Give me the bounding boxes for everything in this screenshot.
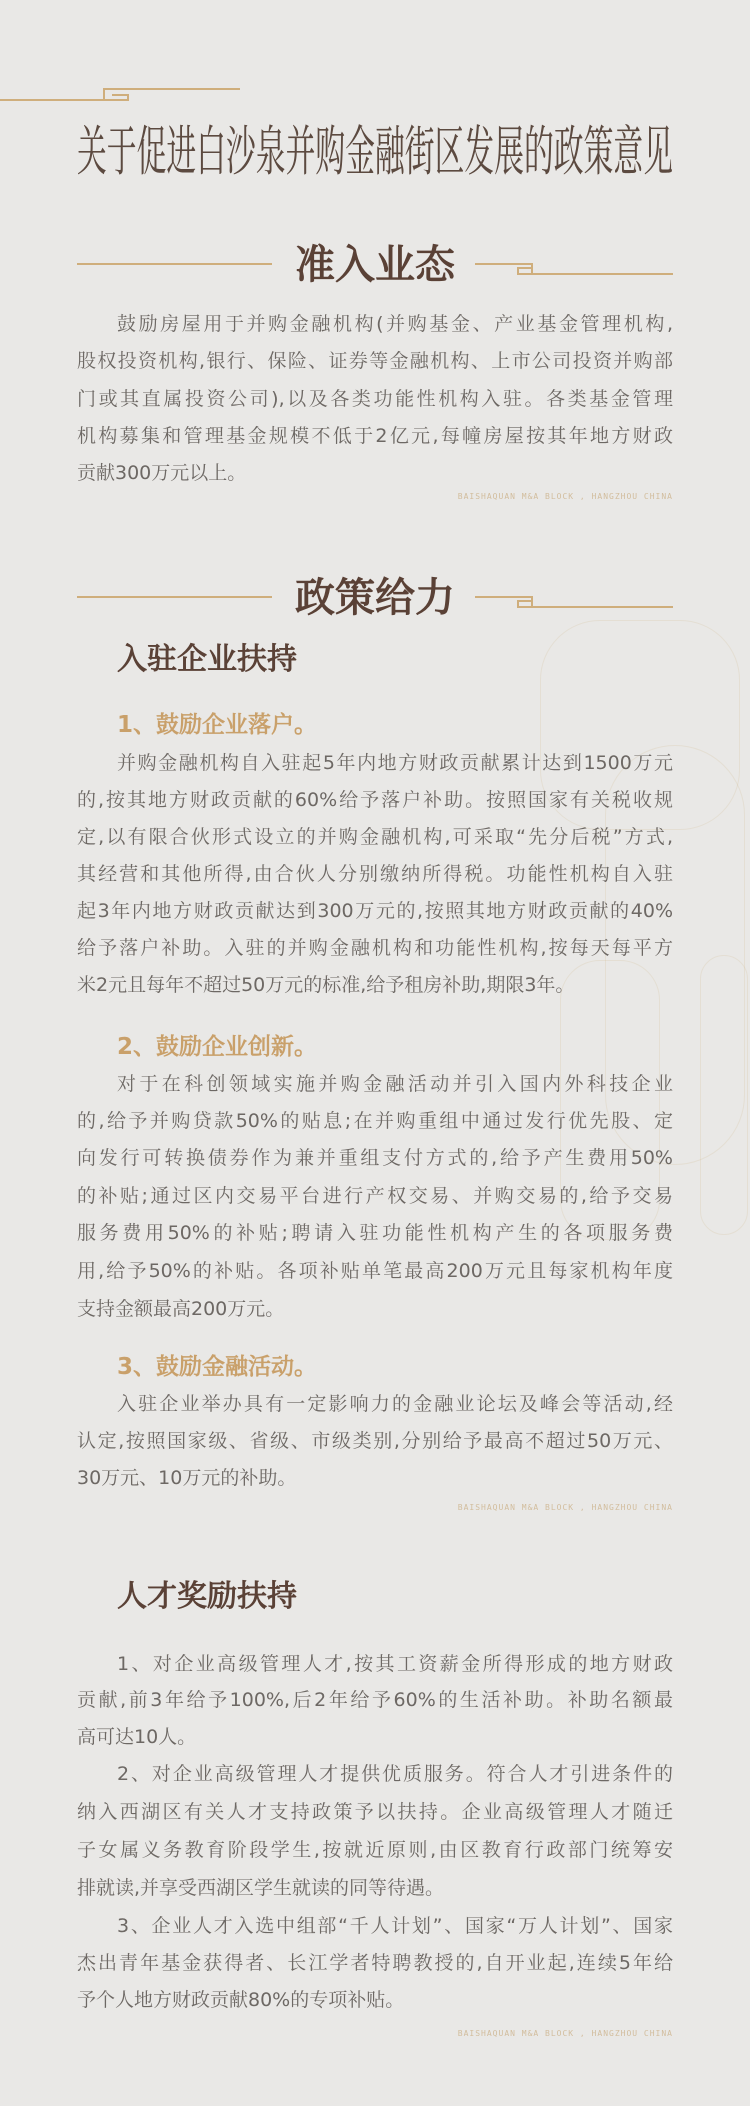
item-title: 2、鼓励企业创新。 (117, 1034, 318, 1060)
body-line: 杰出青年基金获得者、长江学者特聘教授的,自开业起,连续5年给 (77, 1952, 673, 1974)
body-line: 其经营和其他所得,由合伙人分别缴纳所得税。功能性机构自入驻 (77, 863, 673, 885)
body-line: 向发行可转换债券作为兼并重组支付方式的,给予产生费用50% (77, 1147, 673, 1169)
body-line: 纳入西湖区有关人才支持政策予以扶持。企业高级管理人才随迁 (77, 1801, 673, 1823)
divider-right-lower (517, 606, 673, 608)
divider-left (77, 263, 272, 265)
body-line: 入驻企业举办具有一定影响力的金融业论坛及峰会等活动,经 (117, 1393, 673, 1415)
body-line: 并购金融机构自入驻起5年内地方财政贡献累计达到1500万元 (117, 752, 673, 774)
divider-step (517, 600, 533, 602)
divider-right (475, 596, 533, 598)
page-title (77, 118, 673, 182)
section-heading: 准入业态 (295, 242, 455, 288)
watermark: BAISHAQUAN M&A BLOCK , HANGZHOU CHINA (457, 2029, 673, 2038)
body-line: 用,给予50%的补贴。各项补贴单笔最高200万元且每家机构年度 (77, 1260, 673, 1282)
watermark: BAISHAQUAN M&A BLOCK , HANGZHOU CHINA (457, 492, 673, 501)
body-line: 的,给予并购贷款50%的贴息;在并购重组中通过发行优先股、定 (77, 1110, 673, 1132)
body-line: 予个人地方财政贡献80%的专项补贴。 (77, 1989, 405, 2011)
body-line: 对于在科创领域实施并购金融活动并引入国内外科技企业 (117, 1073, 673, 1095)
body-line: 高可达10人。 (77, 1726, 197, 1748)
body-line: 2、对企业高级管理人才提供优质服务。符合人才引进条件的 (117, 1763, 673, 1785)
divider-step (517, 267, 533, 269)
body-line: 米2元且每年不超过50万元的标准,给予租房补助,期限3年。 (77, 974, 575, 996)
body-line: 起3年内地方财政贡献达到300万元的,按照其地方财政贡献的40% (77, 900, 673, 922)
body-line: 服务费用50%的补贴;聘请入驻功能性机构产生的各项服务费 (77, 1222, 673, 1244)
body-line: 的,按其地方财政贡献的60%给予落户补助。按照国家有关税收规 (77, 789, 673, 811)
body-line: 支持金额最高200万元。 (77, 1298, 285, 1320)
body-line: 30万元、10万元的补助。 (77, 1467, 297, 1489)
item-title: 1、鼓励企业落户。 (117, 712, 318, 738)
section-heading: 政策给力 (295, 575, 455, 621)
body-line: 鼓励房屋用于并购金融机构(并购基金、产业基金管理机构, (117, 313, 673, 335)
body-line: 给予落户补助。入驻的并购金融机构和功能性机构,按每天每平方 (77, 937, 673, 959)
body-line: 子女属义务教育阶段学生,按就近原则,由区教育行政部门统筹安 (77, 1839, 673, 1861)
subsection-heading: 人才奖励扶持 (117, 1579, 297, 1614)
divider-right-lower (517, 273, 673, 275)
background-decoration (700, 955, 748, 1235)
body-line: 1、对企业高级管理人才,按其工资薪金所得形成的地方财政 (117, 1653, 673, 1675)
page-title-svg (77, 118, 673, 182)
body-line: 股权投资机构,银行、保险、证券等金融机构、上市公司投资并购部 (77, 350, 673, 372)
body-line: 认定,按照国家级、省级、市级类别,分别给予最高不超过50万元、 (77, 1430, 673, 1452)
body-line: 排就读,并享受西湖区学生就读的同等待遇。 (77, 1877, 445, 1899)
item-title: 3、鼓励金融活动。 (117, 1354, 318, 1380)
body-line: 贡献300万元以上。 (77, 462, 247, 484)
body-line: 门或其直属投资公司),以及各类功能性机构入驻。各类基金管理 (77, 388, 673, 410)
body-line: 的补贴;通过区内交易平台进行产权交易、并购交易的,给予交易 (77, 1185, 673, 1207)
watermark: BAISHAQUAN M&A BLOCK , HANGZHOU CHINA (457, 1503, 673, 1512)
body-line: 机构募集和管理基金规模不低于2亿元,每幢房屋按其年地方财政 (77, 425, 673, 447)
page-title-text: 关于促进白沙泉并购金融街区发展的政策意见 (77, 120, 673, 182)
body-line: 贡献,前3年给予100%,后2年给予60%的生活补助。补助名额最 (77, 1689, 673, 1711)
body-line: 3、企业人才入选中组部“千人计划”、国家“万人计划”、国家 (117, 1915, 673, 1937)
subsection-heading: 入驻企业扶持 (117, 642, 297, 677)
divider-left (77, 596, 272, 598)
divider-right (475, 263, 533, 265)
body-line: 定,以有限合伙形式设立的并购金融机构,可采取“先分后税”方式, (77, 826, 673, 848)
